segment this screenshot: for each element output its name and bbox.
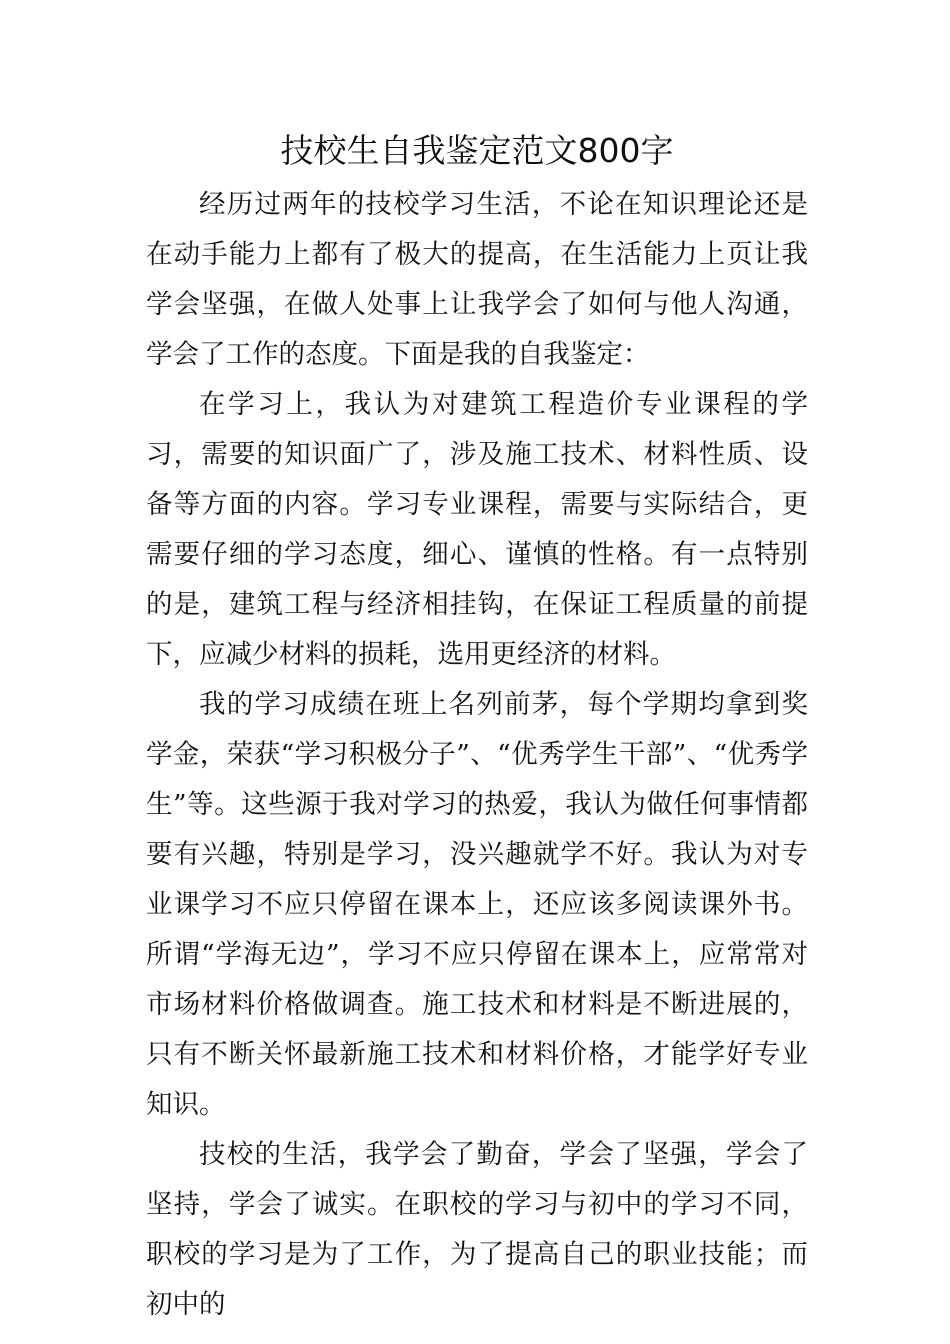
paragraph-4: 技校的生活，我学会了勤奋，学会了坚强，学会了坚持，学会了诚实。在职校的学习与初中的学习不同，职校的学习是为了工作，为了提高自己的职业技能；而初中的 [146,1139,808,1320]
paragraph-2: 在学习上，我认为对建筑工程造价专业课程的学习，需要的知识面广了，涉及施工技术、材料性质、设备等方面的内容。学习专业课程，需要与实际结合，更需要仔细的学习态度，细心、谨慎的性格。有一点特别的是，建筑工程与经济相挂钩，在保证工程质量的前提下，应减少材料的损耗，选用更经济的材料。 [146,389,808,670]
document-title: 技校生自我鉴定范文800字 [280,131,674,170]
paragraph-1: 经历过两年的技校学习生活，不论在知识理论还是在动手能力上都有了极大的提高，在生活能力上页让我学会坚强，在做人处事上让我学会了如何与他人沟通，学会了工作的态度。下面是我的自我鉴定： [146,189,808,370]
document-page [146,126,808,1330]
paragraph-3: 我的学习成绩在班上名列前茅，每个学期均拿到奖学金，荣获“学习积极分子”、“优秀学生干部”、“优秀学生”等。这些源于我对学习的热爱，我认为做任何事情都要有兴趣，特别是学习，没兴趣就学不好。我认为对专业课学习不应只停留在课本上，还应该多阅读课外书。所谓“学海无边”，学习不应只停留在课本上，应常常对市场材料价格做调查。施工技术和材料是不断进展的，只有不断关怀最新施工技术和材料价格，才能学好专业知识。 [146,689,808,1120]
